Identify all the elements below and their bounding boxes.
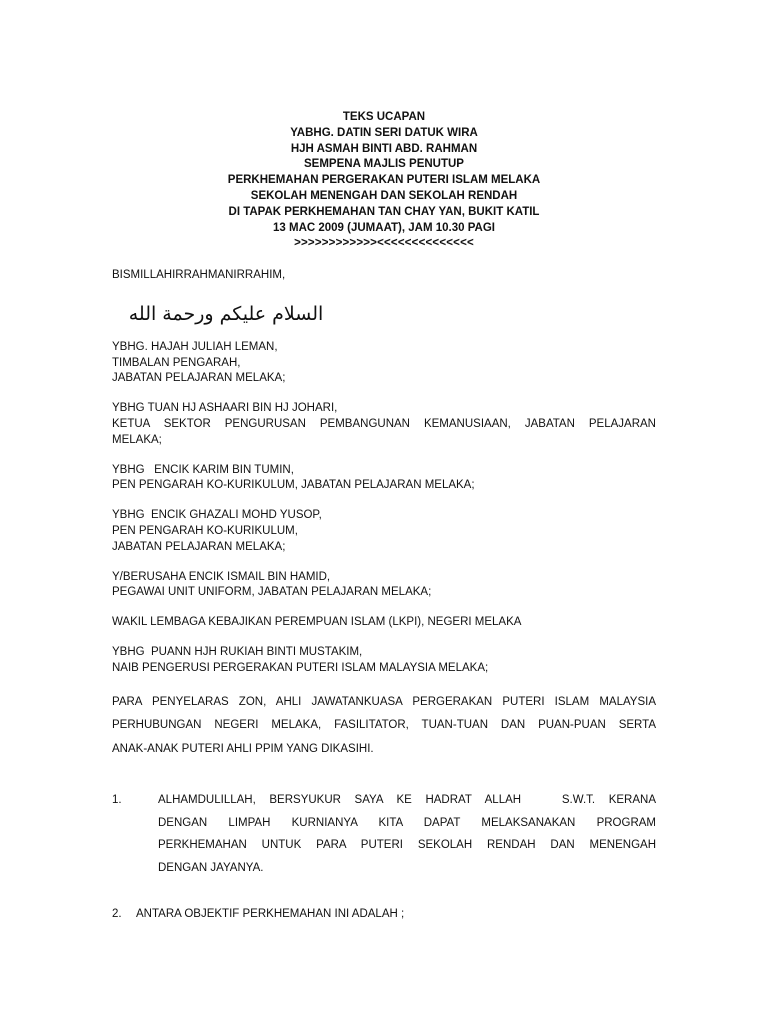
title-divider: >>>>>>>>>>>><<<<<<<<<<<<<<: [294, 237, 474, 250]
addressee-line: WAKIL LEMBAGA KEBAJIKAN PEREMPUAN ISLAM (LKPI), NEGERI MELAKA: [112, 616, 522, 629]
addressee-block: [112, 340, 656, 387]
title-line: SEKOLAH MENENGAH DAN SEKOLAH RENDAH: [250, 189, 518, 202]
closing-line: PERHUBUNGAN NEGERI MELAKA, FASILITATOR, TUAN-TUAN DAN PUAN-PUAN SERTA: [112, 719, 656, 732]
closing-line: PARA PENYELARAS ZON, AHLI JAWATANKUASA PERGERAKAN PUTERI ISLAM MALAYSIA: [112, 695, 656, 708]
closing-line: ANAK-ANAK PUTERI AHLI PPIM YANG DIKASIHI.: [112, 742, 374, 755]
addressee-line: TIMBALAN PENGARAH,: [112, 356, 241, 369]
addressee-line: JABATAN PELAJARAN MELAKA;: [112, 540, 286, 553]
addressee-block: [112, 570, 656, 602]
arabic-salam-calligraphy: [106, 296, 346, 332]
addressee-line: YBHG PUANN HJH RUKIAH BINTI MUSTAKIM,: [112, 645, 363, 658]
addressee-line: NAIB PENGERUSI PERGERAKAN PUTERI ISLAM MALAYSIA MELAKA;: [112, 661, 489, 674]
point-2: [112, 907, 656, 923]
addressee-block: [112, 401, 656, 448]
addressee-line: YBHG ENCIK KARIM BIN TUMIN,: [112, 463, 294, 476]
addressee-line: Y/BERUSAHA ENCIK ISMAIL BIN HAMID,: [112, 570, 331, 583]
title-line: TEKS UCAPAN: [342, 111, 426, 123]
point-line: ALHAMDULILLAH, BERSYUKUR SAYA KE HADRAT ALLAH S.W.T. KERANA: [158, 794, 656, 807]
speech-body: [112, 268, 656, 923]
addressee-block: [112, 508, 656, 555]
point-1: [112, 789, 656, 879]
title-line: SEMPENA MAJLIS PENUTUP: [304, 158, 464, 171]
addressee-line: YBHG ENCIK GHAZALI MOHD YUSOP,: [112, 509, 322, 522]
title-line: YABHG. DATIN SERI DATUK WIRA: [290, 126, 478, 139]
title-line: HJH ASMAH BINTI ABD. RAHMAN: [290, 142, 478, 155]
point-text: ANTARA OBJEKTIF PERKHEMAHAN INI ADALAH ;: [136, 908, 405, 921]
addressee-line: PEN PENGARAH KO-KURIKULUM, JABATAN PELAJARAN MELAKA;: [112, 479, 475, 492]
title-line: DI TAPAK PERKHEMAHAN TAN CHAY YAN, BUKIT KATIL: [228, 205, 540, 218]
svg-text:السلام عليكم ورحمة الله: السلام عليكم ورحمة الله: [128, 302, 324, 325]
addressee-block: [112, 615, 656, 631]
point-number: 1.: [112, 794, 122, 807]
point-line: DENGAN LIMPAH KURNIANYA KITA DAPAT MELAKSANAKAN PROGRAM: [158, 816, 656, 829]
addressee-block: [112, 463, 656, 495]
addressee-line: KETUA SEKTOR PENGURUSAN PEMBANGUNAN KEMANUSIAAN, JABATAN PELAJARAN: [112, 417, 656, 430]
point-text: [158, 789, 656, 879]
closing-address: [112, 691, 656, 762]
addressee-line: YBHG TUAN HJ ASHAARI BIN HJ JOHARI,: [112, 402, 338, 415]
title-line: 13 MAC 2009 (JUMAAT), JAM 10.30 PAGI: [273, 221, 495, 234]
addressee-line: PEGAWAI UNIT UNIFORM, JABATAN PELAJARAN MELAKA;: [112, 586, 432, 599]
addressee-block: [112, 645, 656, 677]
point-line: PERKHEMAHAN UNTUK PARA PUTERI SEKOLAH RENDAH DAN MENENGAH: [158, 839, 656, 852]
speech-title-block: [0, 110, 768, 252]
addressee-line: MELAKA;: [112, 433, 162, 446]
title-line: PERKHEMAHAN PERGERAKAN PUTERI ISLAM MELAKA: [227, 174, 541, 187]
point-line: DENGAN JAYANYA.: [158, 861, 264, 874]
addressee-line: PEN PENGARAH KO-KURIKULUM,: [112, 524, 298, 537]
addressee-line: YBHG. HAJAH JULIAH LEMAN,: [112, 340, 278, 353]
addressee-line: JABATAN PELAJARAN MELAKA;: [112, 372, 286, 385]
greeting: BISMILLAHIRRAHMANIRRAHIM,: [112, 269, 286, 281]
point-number: 2.: [112, 908, 122, 921]
